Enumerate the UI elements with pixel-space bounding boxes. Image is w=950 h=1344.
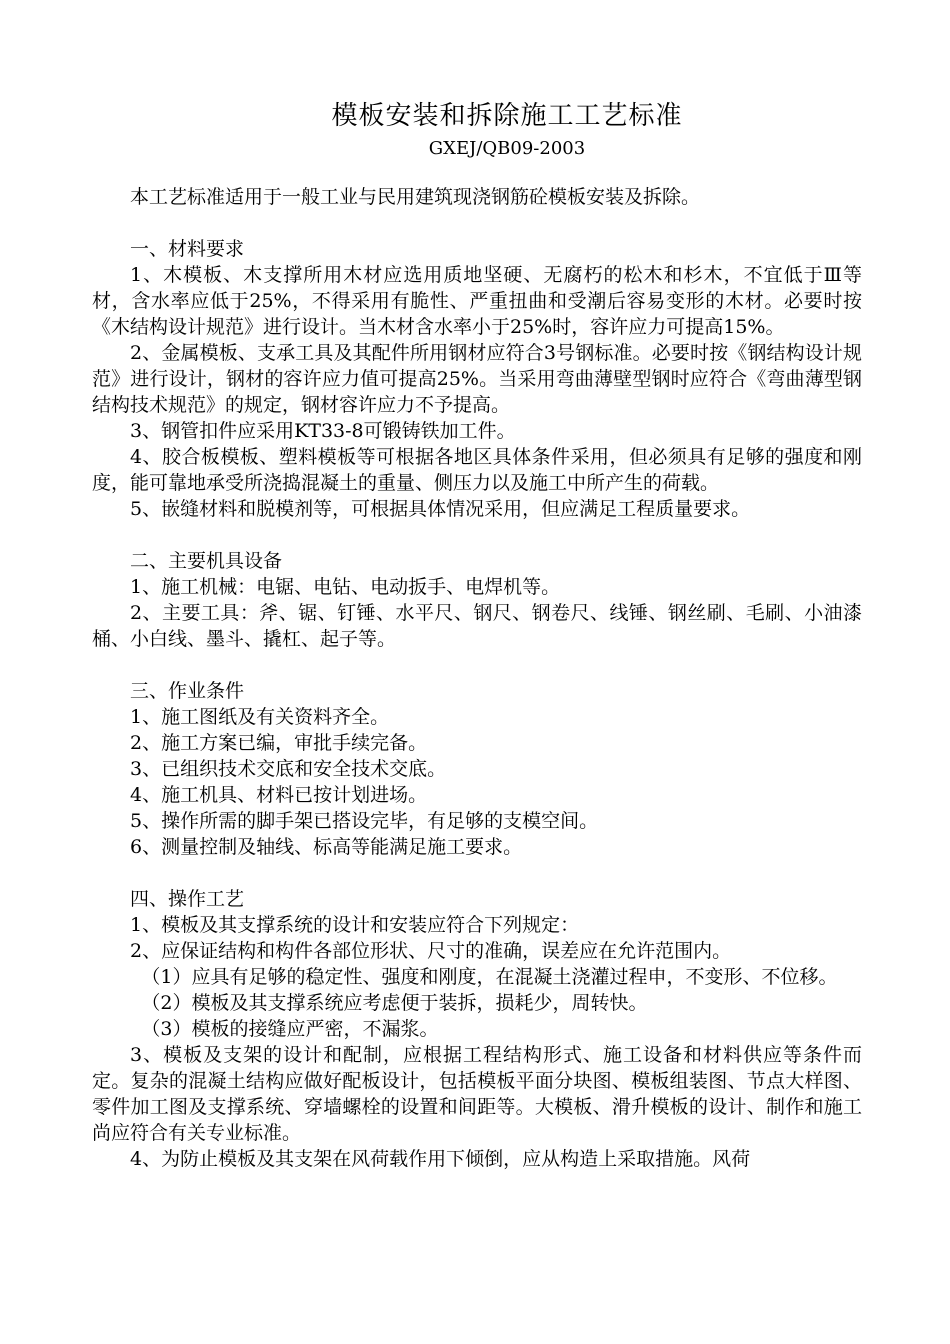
paragraph: 4、胶合板模板、塑料模板等可根据各地区具体条件采用，但必须具有足够的强度和刚度，能可靠地承受所浇捣混凝土的重量、侧压力以及施工中所产生的荷载。: [92, 446, 862, 494]
paragraph: 2、应保证结构和构件各部位形状、尺寸的准确，误差应在允许范围内。: [130, 940, 732, 962]
paragraph: 1、木模板、木支撑所用木材应选用质地坚硬、无腐朽的松木和杉木，不宜低于Ⅲ等材，含水率应低于25%，不得采用有脆性、严重扭曲和受潮后容易变形的木材。必要时按《木结构设计规范》进行设计。当木材含水率小于25%时，容许应力可提高15%。: [92, 264, 862, 338]
paragraph: （2）模板及其支撑系统应考虑便于装拆，损耗少，周转快。: [141, 992, 648, 1014]
paragraph: 4、为防止模板及其支架在风荷载作用下倾倒，应从构造上采取措施。风荷: [130, 1148, 751, 1170]
paragraph: 1、模板及其支撑系统的设计和安装应符合下列规定：: [130, 914, 580, 936]
paragraph: 1、施工机械：电锯、电钻、电动扳手、电焊机等。: [130, 576, 561, 598]
spacer: [92, 210, 862, 236]
section-heading-equipment: 二、主要机具设备: [130, 550, 283, 572]
paragraph: 6、测量控制及轴线、标高等能满足施工要求。: [130, 836, 523, 858]
section-heading-materials: 一、材料要求: [130, 238, 245, 260]
paragraph: 2、施工方案已编，审批手续完备。: [130, 732, 428, 754]
spacer: [92, 522, 862, 548]
paragraph: 5、嵌缝材料和脱模剂等，可根据具体情况采用，但应满足工程质量要求。: [130, 498, 751, 520]
paragraph: （3）模板的接缝应严密，不漏浆。: [141, 1018, 439, 1040]
paragraph: 2、金属模板、支承工具及其配件所用钢材应符合3号钢标准。必要时按《钢结构设计规范》进行设计，钢材的容许应力值可提高25%。当采用弯曲薄壁型钢时应符合《弯曲薄型钢结构技术规范》的规定，钢材容许应力不予提高。: [92, 342, 862, 416]
paragraph: （1）应具有足够的稳定性、强度和刚度，在混凝土浇灌过程申，不变形、不位移。: [141, 966, 838, 988]
document-code: GXEJ/QB09-2003: [428, 138, 586, 159]
document-title: 模板安装和拆除施工工艺标准: [331, 101, 683, 131]
paragraph: 5、操作所需的脚手架已搭设完毕，有足够的支模空间。: [130, 810, 599, 832]
document-page: [92, 96, 862, 1172]
paragraph: 2、主要工具：斧、锯、钉锤、水平尺、钢尺、钢卷尺、线锤、钢丝刷、毛刷、小油漆桶、小白线、墨斗、撬杠、起子等。: [92, 602, 862, 650]
paragraph: 4、施工机具、材料已按计划进场。: [130, 784, 428, 806]
paragraph: 3、已组织技术交底和安全技术交底。: [130, 758, 447, 780]
section-heading-process: 四、操作工艺: [130, 888, 245, 910]
paragraph: 3、模板及支架的设计和配制，应根据工程结构形式、施工设备和材料供应等条件而定。复杂的混凝土结构应做好配板设计，包括模板平面分块图、模板组装图、节点大样图、零件加工图及支撑系统、穿墙螺栓的设置和间距等。大模板、滑升模板的设计、制作和施工尚应符合有关专业标准。: [92, 1044, 862, 1144]
intro-paragraph: 本工艺标准适用于一般工业与民用建筑现浇钢筋砼模板安装及拆除。: [130, 186, 701, 208]
paragraph: 3、钢管扣件应采用KT33-8可锻铸铁加工件。: [130, 420, 516, 442]
paragraph: 1、施工图纸及有关资料齐全。: [130, 706, 390, 728]
spacer: [92, 860, 862, 886]
spacer: [92, 652, 862, 678]
section-heading-conditions: 三、作业条件: [130, 680, 245, 702]
